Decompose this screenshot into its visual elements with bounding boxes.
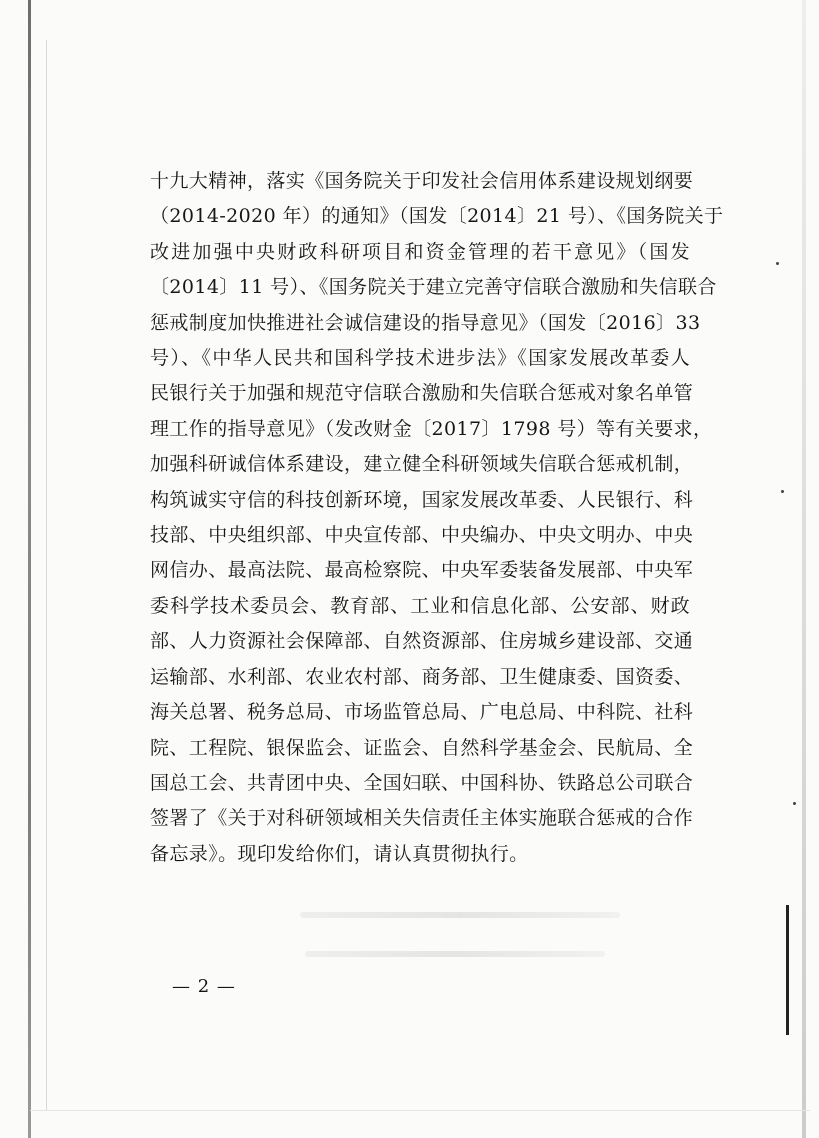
page-number: — 2 — [172, 976, 236, 997]
scan-edge-right [802, 0, 806, 1138]
body-text [150, 164, 724, 872]
scan-edge-left [28, 0, 31, 1138]
body-line: 签署了《关于对科研领域相关失信责任主体实施联合惩戒的合作 [150, 807, 694, 830]
body-line: 改进加强中央财政科研项目和资金管理的若干意见》（国发 [150, 240, 690, 263]
body-line: 海关总署、税务总局、市场监管总局、广电总局、中科院、社科 [150, 701, 694, 724]
margin-mark [786, 905, 789, 1035]
body-line: 民银行关于加强和规范守信联合激励和失信联合惩戒对象名单管 [150, 382, 694, 405]
bleed-through-smudge [305, 951, 605, 957]
scan-edge-inner [46, 40, 47, 1110]
body-line: 国总工会、共青团中央、全国妇联、中国科协、铁路总公司联合 [150, 771, 694, 794]
body-line: 惩戒制度加快推进社会诚信建设的指导意见》（国发〔2016〕33 [150, 311, 701, 334]
body-line: 备忘录》。现印发给你们，请认真贯彻执行。 [150, 842, 529, 865]
scan-edge-bottom [30, 1110, 810, 1111]
body-line: 委科学技术委员会、教育部、工业和信息化部、公安部、财政 [150, 594, 690, 617]
body-line: （2014-2020 年）的通知》（国发〔2014〕21 号）、《国务院关于 [150, 205, 724, 228]
bleed-through-smudge [300, 912, 620, 918]
scan-speck [793, 802, 796, 805]
body-line: 部、人力资源社会保障部、自然资源部、住房城乡建设部、交通 [150, 630, 694, 653]
body-line: 构筑诚实守信的科技创新环境，国家发展改革委、人民银行、科 [150, 488, 694, 511]
body-line: 院、工程院、银保监会、证监会、自然科学基金会、民航局、全 [150, 736, 694, 759]
scan-speck [781, 490, 784, 493]
body-line: 号）、《中华人民共和国科学技术进步法》《国家发展改革委人 [150, 347, 690, 370]
body-line: 〔2014〕11 号）、《国务院关于建立完善守信联合激励和失信联合 [150, 276, 717, 299]
body-line: 加强科研诚信体系建设，建立健全科研领域失信联合惩戒机制， [150, 453, 694, 476]
body-line: 运输部、水利部、农业农村部、商务部、卫生健康委、国资委、 [150, 665, 694, 688]
body-line: 理工作的指导意见》（发改财金〔2017〕1798 号）等有关要求， [150, 417, 713, 440]
body-line: 技部、中央组织部、中央宣传部、中央编办、中央文明办、中央 [150, 524, 694, 547]
body-line: 网信办、最高法院、最高检察院、中央军委装备发展部、中央军 [150, 559, 694, 582]
scan-speck [776, 262, 779, 265]
body-line: 十九大精神，落实《国务院关于印发社会信用体系建设规划纲要 [150, 170, 694, 192]
